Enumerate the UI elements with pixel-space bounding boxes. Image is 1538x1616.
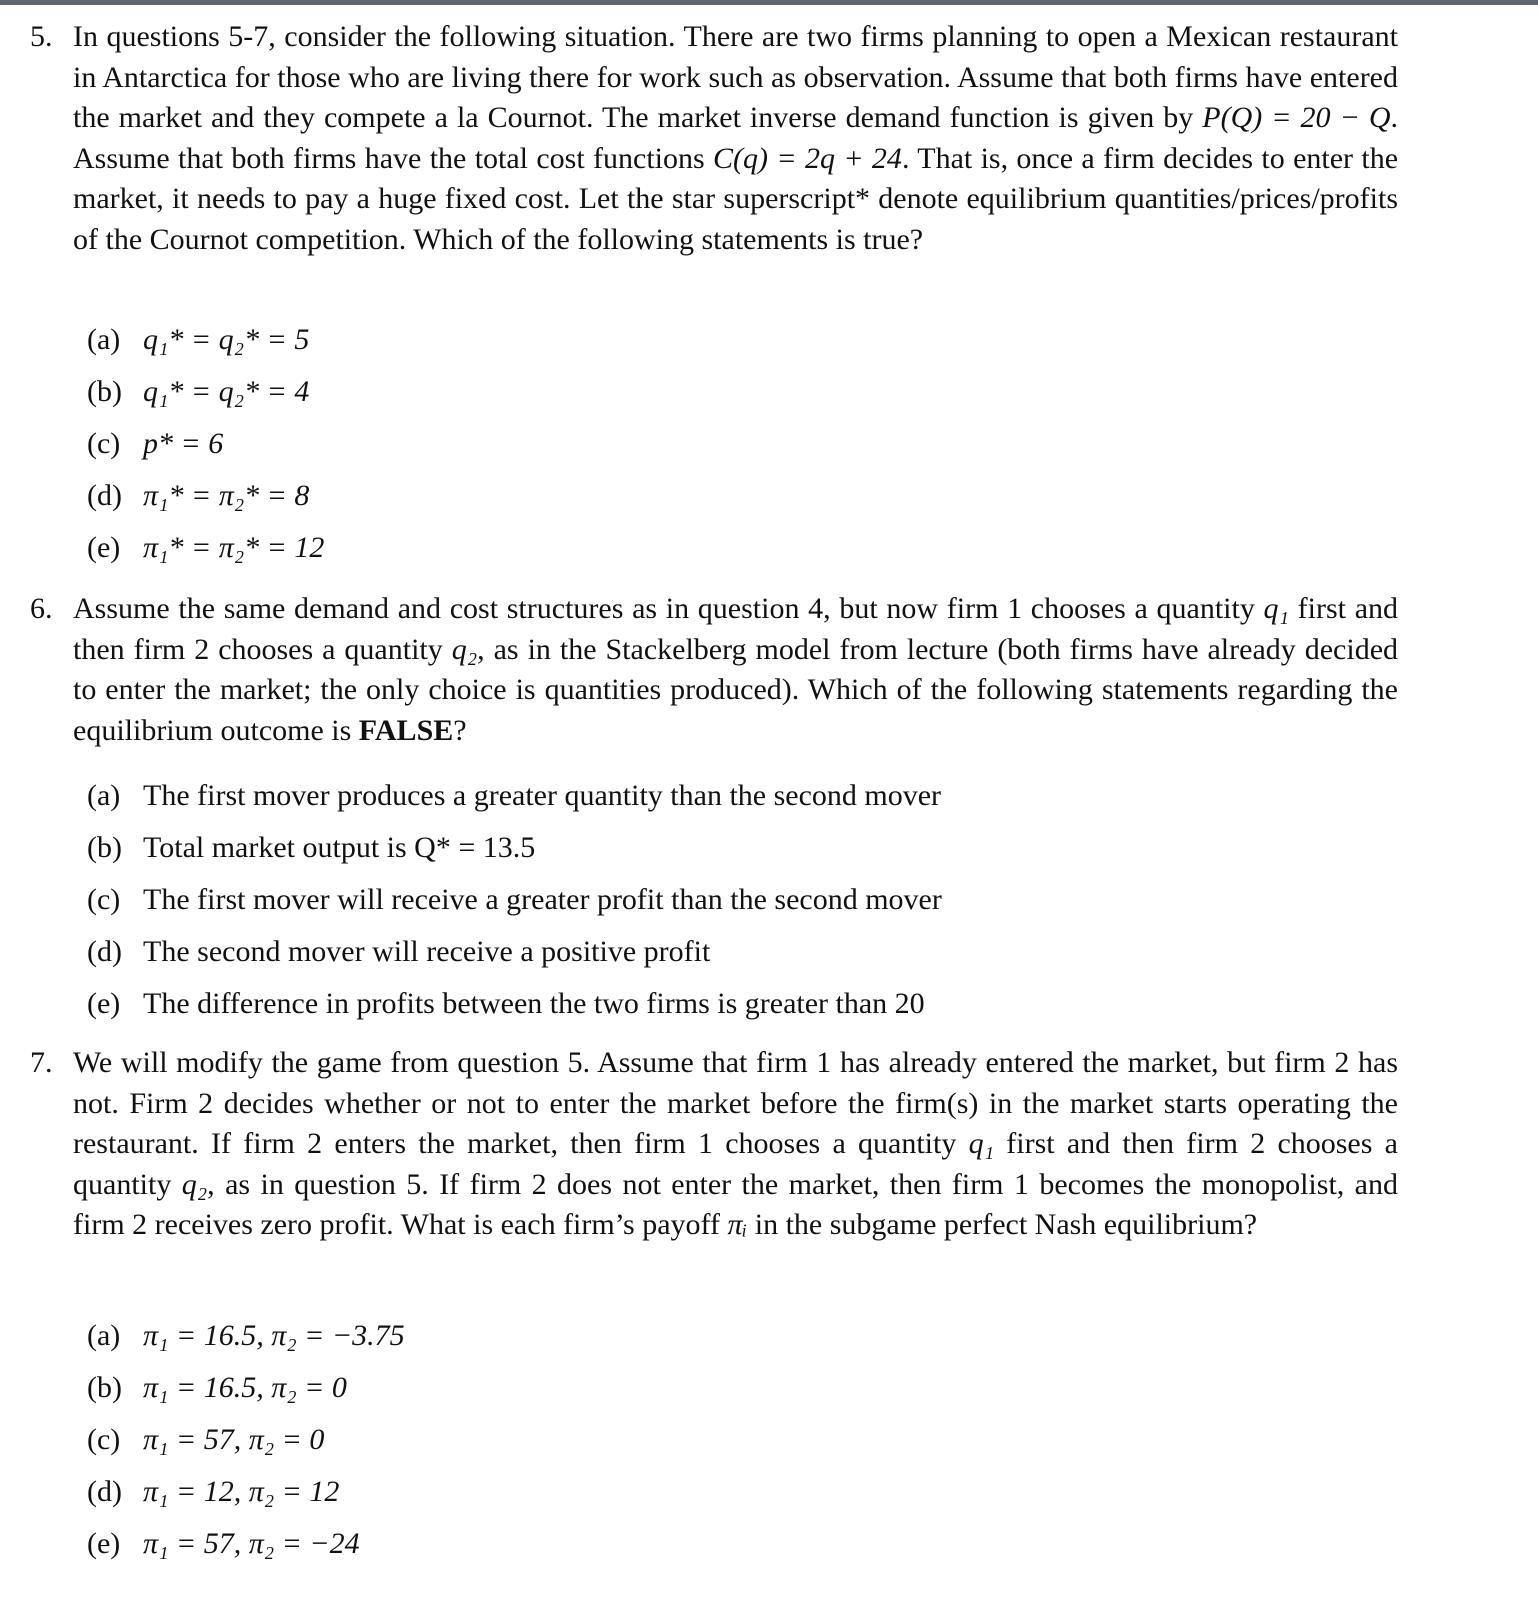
option-e[interactable] <box>87 529 324 581</box>
option-text: π₁ = 57, π₂ = 0 <box>143 1423 325 1456</box>
option-letter: (b) <box>87 375 122 408</box>
option-text: The difference in profits between the two firms is greater than 20 <box>143 987 925 1020</box>
option-a[interactable] <box>87 321 324 373</box>
question-text <box>73 17 1398 260</box>
text-segment: . Assume that both firms have the total cost functions <box>73 101 1399 175</box>
option-c[interactable] <box>87 1421 405 1473</box>
option-text: π₁ = 16.5, π₂ = 0 <box>143 1371 347 1404</box>
option-text: p* = 6 <box>143 427 224 460</box>
math-q1: q₁ <box>968 1127 995 1160</box>
option-text: π₁* = π₂* = 8 <box>143 479 310 512</box>
option-letter: (a) <box>87 779 121 812</box>
option-letter: (a) <box>87 1319 121 1352</box>
emphasis-false: FALSE <box>358 713 454 747</box>
option-letter: (c) <box>87 427 121 460</box>
option-a[interactable] <box>87 777 942 829</box>
option-text: π₁ = 57, π₂ = −24 <box>143 1527 360 1560</box>
options-list <box>87 321 324 581</box>
option-b[interactable] <box>87 829 942 881</box>
option-letter: (c) <box>87 1423 121 1456</box>
option-text: The first mover produces a greater quantity than the second mover <box>143 779 942 812</box>
option-text: q₁* = q₂* = 4 <box>143 375 310 408</box>
math-pi-i: πᵢ <box>727 1208 748 1241</box>
option-text: π₁* = π₂* = 12 <box>143 531 325 564</box>
option-a[interactable] <box>87 1317 405 1369</box>
option-text: Total market output is Q* = 13.5 <box>143 831 536 864</box>
option-text: q₁* = q₂* = 5 <box>143 323 310 356</box>
option-letter: (e) <box>87 1527 121 1560</box>
option-text: π₁ = 16.5, π₂ = −3.75 <box>143 1319 405 1352</box>
option-letter: (b) <box>87 1371 122 1404</box>
question-number: 7. <box>30 1046 53 1079</box>
option-text: π₁ = 12, π₂ = 12 <box>143 1475 340 1508</box>
question-text <box>73 1043 1398 1246</box>
option-letter: (a) <box>87 323 121 356</box>
text-segment: ? <box>453 713 467 747</box>
math-demand-function: P(Q) = 20 − Q <box>1202 101 1391 134</box>
text-segment: Assume the same demand and cost structures as in question 4, but now firm 1 chooses a quantity <box>73 592 1264 625</box>
math-q2: q₂ <box>451 632 478 666</box>
option-letter: (d) <box>87 479 122 512</box>
question-text <box>73 589 1398 751</box>
text-segment: , as in question 5. If firm 2 does not enter the market, then firm 1 becomes the monopolist, and firm 2 receives zero profit. What is each firm’s payoff <box>73 1167 1398 1241</box>
option-letter: (d) <box>87 1475 122 1508</box>
math-q1: q₁ <box>1263 592 1289 625</box>
option-text: The second mover will receive a positive profit <box>143 935 711 968</box>
option-d[interactable] <box>87 1473 405 1525</box>
option-d[interactable] <box>87 933 942 985</box>
option-d[interactable] <box>87 477 324 529</box>
option-letter: (d) <box>87 935 122 968</box>
text-segment: first and then firm 2 chooses a quantity <box>73 592 1399 666</box>
text-segment: . That is, once a firm decides to enter the market, it needs to pay a huge fixed cost. Let the star superscript* denote equilibrium quantities/prices/profits of the Cournot competition. Which of the following statements is true? <box>73 141 1399 256</box>
text-segment: in the subgame perfect Nash equilibrium? <box>747 1208 1258 1241</box>
option-e[interactable] <box>87 985 942 1037</box>
options-list <box>87 1317 405 1577</box>
option-letter: (e) <box>87 531 121 564</box>
option-b[interactable] <box>87 1369 405 1421</box>
text-segment: We will modify the game from question 5. Assume that firm 1 has already entered the market, but firm 2 has not. Firm 2 decides whether or not to enter the market before the firm(s) in the market starts operating the restaurant. If firm 2 enters the market, then firm 1 chooses a quantity <box>73 1046 1398 1160</box>
option-c[interactable] <box>87 425 324 477</box>
math-q2: q₂ <box>181 1167 208 1201</box>
math-cost-function: C(q) = 2q + 24 <box>713 141 902 175</box>
options-list <box>87 777 942 1037</box>
text-segment: In questions 5-7, consider the following situation. There are two firms planning to open a Mexican restaurant in Antarctica for those who are living there for work such as observation. Assume that both firms have entered the market and they compete a la Cournot. The market inverse demand function is given by <box>73 20 1398 134</box>
question-number: 6. <box>30 592 53 625</box>
option-c[interactable] <box>87 881 942 933</box>
text-segment: first and then firm 2 chooses a quantity <box>73 1127 1398 1201</box>
option-letter: (c) <box>87 883 121 916</box>
option-letter: (e) <box>87 987 121 1020</box>
option-letter: (b) <box>87 831 122 864</box>
question-number: 5. <box>30 20 53 53</box>
text-segment: , as in the Stackelberg model from lecture (both firms have already decided to enter the market; the only choice is quantities produced). Which of the following statements regarding the equilibrium outcome is <box>73 632 1399 747</box>
option-b[interactable] <box>87 373 324 425</box>
option-e[interactable] <box>87 1525 405 1577</box>
top-border <box>0 0 1538 5</box>
option-text: The first mover will receive a greater profit than the second mover <box>143 883 942 916</box>
